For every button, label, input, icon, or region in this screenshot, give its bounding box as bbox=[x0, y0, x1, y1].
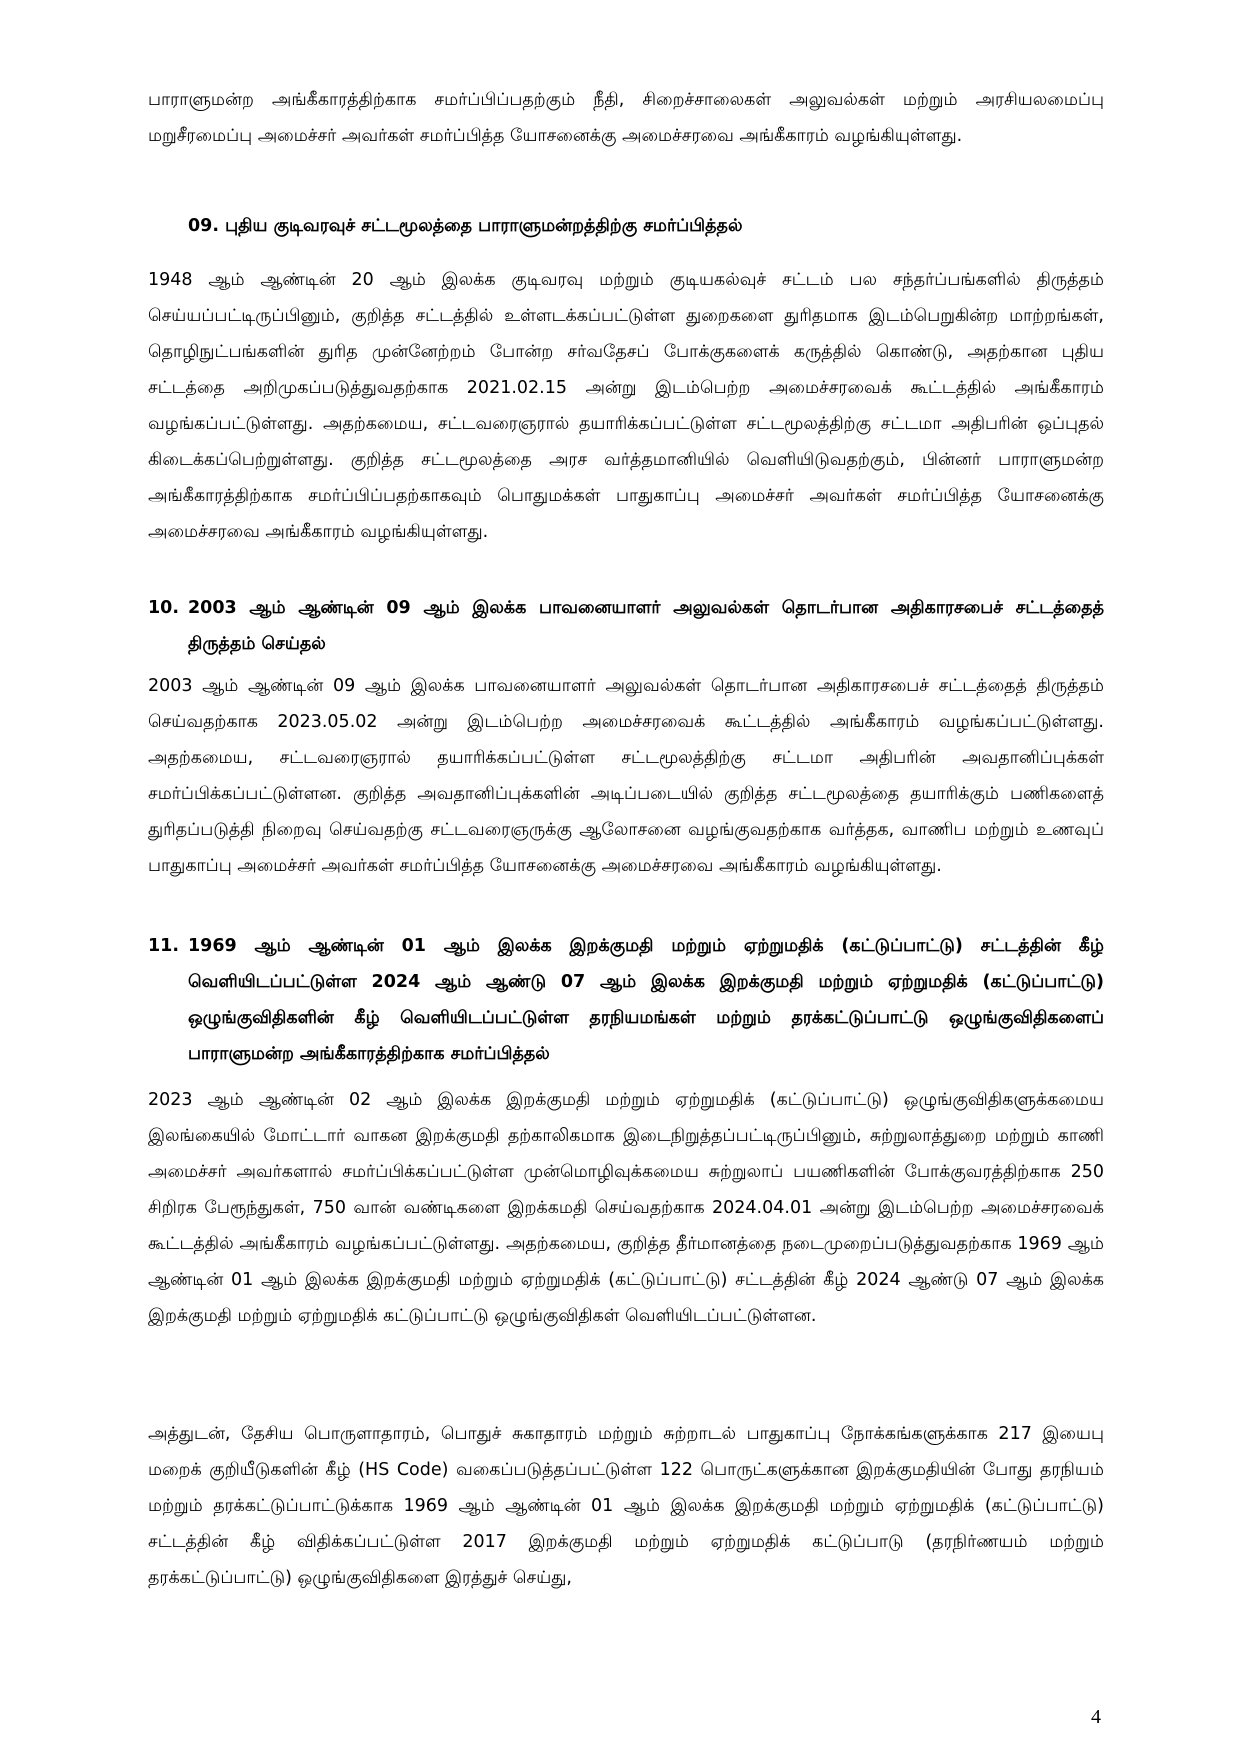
section-title: புதிய குடிவரவுச் சட்டமூலத்தை பாராளுமன்றத்திற்கு சமர்ப்பித்தல் bbox=[225, 216, 743, 236]
section-title: 2003 ஆம் ஆண்டின் 09 ஆம் இலக்க பாவனையாளர் அலுவல்கள் தொடர்பான அதிகாரசபைச் சட்டத்தைத் திருத்தம் செய்தல் bbox=[188, 598, 1104, 654]
section-number: 09. bbox=[188, 216, 220, 236]
paragraph-section-11: 2023 ஆம் ஆண்டின் 02 ஆம் இலக்க இறக்குமதி மற்றும் ஏற்றுமதிக் (கட்டுப்பாட்டு) ஒழுங்குவிதிகளுக்கமைய இலங்கையில் மோட்டார் வாகன இறக்குமதி தற்காலிகமாக இடைநிறுத்தப்பட்டிருப்பினும், சுற்றுலாத்துறை மற்றும் காணி அமைச்சர் அவர்களால் சமர்ப்பிக்கப்பட்டுள்ள முன்மொழிவுக்கமைய சுற்றுலாப் பயணிகளின் போக்குவரத்திற்காக 250 சிறிரக பேரூந்துகள், 750 வான் வண்டிகளை இறக்கமதி செய்வதற்காக 2024.04.01 அன்று இடம்பெற்ற அமைச்சரவைக் கூட்டத்தில் அங்கீகாரம் வழங்கப்பட்டுள்ளது. அதற்கமைய, குறித்த தீர்மானத்தை நடைமுறைப்படுத்துவதற்காக 1969 ஆம் ஆண்டின் 01 ஆம் இலக்க இறக்குமதி மற்றும் ஏற்றுமதிக் (கட்டுப்பாட்டு) சட்டத்தின் கீழ் 2024 ஆண்டு 07 ஆம் இலக்க இறக்குமதி மற்றும் ஏற்றுமதிக் கட்டுப்பாட்டு ஒழுங்குவிதிகள் வெளியிடப்பட்டுள்ளன. bbox=[148, 1090, 1104, 1326]
paragraph-section-09: 1948 ஆம் ஆண்டின் 20 ஆம் இலக்க குடிவரவு மற்றும் குடியகல்வுச் சட்டம் பல சந்தர்ப்பங்களில் திருத்தம் செய்யப்பட்டிருப்பினும், குறித்த சட்டத்தில் உள்ளடக்கப்பட்டுள்ள துறைகளை துரிதமாக இடம்பெறுகின்ற மாற்றங்கள், தொழிநுட்பங்களின் துரித முன்னேற்றம் போன்ற சர்வதேசப் போக்குகளைக் கருத்தில் கொண்டு, அதற்கான புதிய சட்டத்தை அறிமுகப்படுத்துவதற்காக 2021.02.15 அன்று இடம்பெற்ற அமைச்சரவைக் கூட்டத்தில் அங்கீகாரம் வழங்கப்பட்டுள்ளது. அதற்கமைய, சட்டவரைஞரால் தயாரிக்கப்பட்டுள்ள சட்டமூலத்திற்கு சட்டமா அதிபரின் ஒப்புதல் கிடைக்கப்பெற்றுள்ளது. குறித்த சட்டமூலத்தை அரச வர்த்தமானியில் வெளியிடுவதற்கும், பின்னர் பாராளுமன்ற அங்கீகாரத்திற்காக சமர்ப்பிப்பதற்காகவும் பொதுமக்கள் பாதுகாப்பு அமைச்சர் அவர்கள் சமர்ப்பித்த யோசனைக்கு அமைச்சரவை அங்கீகாரம் வழங்கியுள்ளது. bbox=[148, 270, 1104, 542]
page-number: 4 bbox=[1091, 1706, 1101, 1728]
section-heading-09 bbox=[188, 208, 1104, 244]
paragraph-intro-continuation: பாராளுமன்ற அங்கீகாரத்திற்காக சமர்ப்பிப்பதற்கும் நீதி, சிறைச்சாலைகள் அலுவல்கள் மற்றும் அரசியலமைப்பு மறுசீரமைப்பு அமைச்சர் அவர்கள் சமர்ப்பித்த யோசனைக்கு அமைச்சரவை அங்கீகாரம் வழங்கியுள்ளது. bbox=[148, 90, 1104, 146]
paragraph-section-11-continued: அத்துடன், தேசிய பொருளாதாரம், பொதுச் சுகாதாரம் மற்றும் சுற்றாடல் பாதுகாப்பு நோக்கங்களுக்காக 217 இயைபு மறைக் குறியீடுகளின் கீழ் (HS Code) வகைப்படுத்தப்பட்டுள்ள 122 பொருட்களுக்கான இறக்குமதியின் போது தரநியம் மற்றும் தரக்கட்டுப்பாட்டுக்காக 1969 ஆம் ஆண்டின் 01 ஆம் இலக்க இறக்குமதி மற்றும் ஏற்றுமதிக் (கட்டுப்பாட்டு) சட்டத்தின் கீழ் விதிக்கப்பட்டுள்ள 2017 இறக்குமதி மற்றும் ஏற்றுமதிக் கட்டுப்பாடு (தரநிர்ணயம் மற்றும் தரக்கட்டுப்பாட்டு) ஒழுங்குவிதிகளை இரத்துச் செய்து, bbox=[148, 1424, 1104, 1588]
section-heading-10 bbox=[148, 590, 1104, 662]
section-heading-11 bbox=[148, 928, 1104, 1072]
section-number: 11. bbox=[148, 936, 180, 956]
paragraph-section-10: 2003 ஆம் ஆண்டின் 09 ஆம் இலக்க பாவனையாளர் அலுவல்கள் தொடர்பான அதிகாரசபைச் சட்டத்தைத் திருத்தம் செய்வதற்காக 2023.05.02 அன்று இடம்பெற்ற அமைச்சரவைக் கூட்டத்தில் அங்கீகாரம் வழங்கப்பட்டுள்ளது. அதற்கமைய, சட்டவரைஞரால் தயாரிக்கப்பட்டுள்ள சட்டமூலத்திற்கு சட்டமா அதிபரின் அவதானிப்புக்கள் சமர்ப்பிக்கப்பட்டுள்ளன. குறித்த அவதானிப்புக்களின் அடிப்படையில் குறித்த சட்டமூலத்தை தயாரிக்கும் பணிகளைத் துரிதப்படுத்தி நிறைவு செய்வதற்கு சட்டவரைஞருக்கு ஆலோசனை வழங்குவதற்காக வர்த்தக, வாணிப மற்றும் உணவுப் பாதுகாப்பு அமைச்சர் அவர்கள் சமர்ப்பித்த யோசனைக்கு அமைச்சரவை அங்கீகாரம் வழங்கியுள்ளது. bbox=[148, 676, 1104, 876]
section-number: 10. bbox=[148, 598, 180, 618]
section-title: 1969 ஆம் ஆண்டின் 01 ஆம் இலக்க இறக்குமதி மற்றும் ஏற்றுமதிக் (கட்டுப்பாட்டு) சட்டத்தின் கீழ் வெளியிடப்பட்டுள்ள 2024 ஆம் ஆண்டு 07 ஆம் இலக்க இறக்குமதி மற்றும் ஏற்றுமதிக் (கட்டுப்பாட்டு) ஒழுங்குவிதிகளின் கீழ் வெளியிடப்பட்டுள்ள தரநியமங்கள் மற்றும் தரக்கட்டுப்பாட்டு ஒழுங்குவிதிகளைப் பாராளுமன்ற அங்கீகாரத்திற்காக சமர்ப்பித்தல் bbox=[188, 936, 1104, 1064]
